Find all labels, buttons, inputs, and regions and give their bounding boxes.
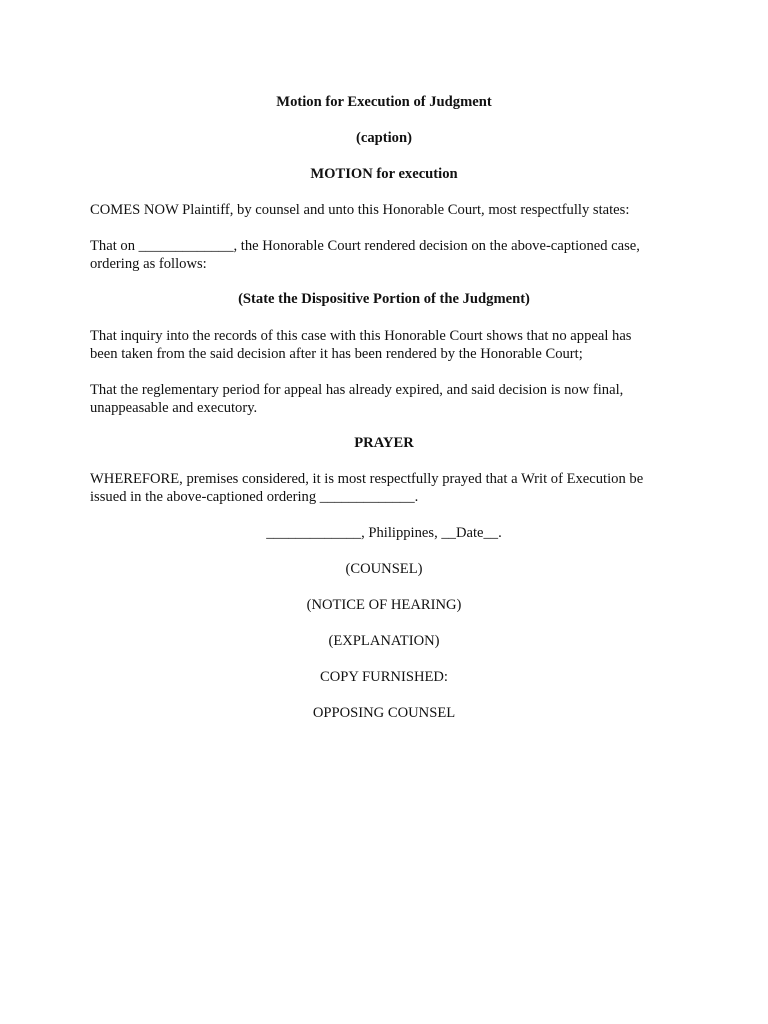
- prayer-paragraph: [90, 470, 690, 506]
- period-expired-line-1: That the reglementary period for appeal has already expired, and said decision is now final,: [90, 382, 624, 398]
- no-appeal-paragraph: [90, 327, 690, 363]
- counsel-line: (COUNSEL): [345, 561, 423, 577]
- no-appeal-line-1: That inquiry into the records of this case with this Honorable Court shows that no appeal has: [90, 328, 632, 344]
- intro-paragraph: COMES NOW Plaintiff, by counsel and unto this Honorable Court, most respectfully states:: [90, 202, 630, 218]
- copy-furnished-line: COPY FURNISHED:: [320, 669, 448, 685]
- decision-paragraph: [90, 237, 690, 273]
- motion-heading: MOTION for execution: [310, 166, 458, 182]
- prayer-line-1: WHEREFORE, premises considered, it is most respectfully prayed that a Writ of Execution be: [90, 471, 644, 487]
- document-title: Motion for Execution of Judgment: [276, 94, 492, 110]
- explanation-line: (EXPLANATION): [328, 633, 440, 649]
- notice-of-hearing-line: (NOTICE OF HEARING): [306, 597, 462, 613]
- prayer-heading: PRAYER: [354, 435, 414, 451]
- decision-paragraph-line-1: That on _____________, the Honorable Court rendered decision on the above-captioned case,: [90, 238, 640, 254]
- prayer-line-2: issued in the above-captioned ordering _____________.: [90, 489, 419, 505]
- no-appeal-line-2: been taken from the said decision after it has been rendered by the Honorable Court;: [90, 346, 583, 362]
- dispositive-portion-heading: (State the Dispositive Portion of the Judgment): [238, 291, 530, 307]
- place-date-line: _____________, Philippines, __Date__.: [266, 525, 502, 541]
- period-expired-paragraph: [90, 381, 690, 417]
- period-expired-line-2: unappeasable and executory.: [90, 400, 258, 416]
- caption-placeholder: (caption): [356, 130, 412, 146]
- decision-paragraph-line-2: ordering as follows:: [90, 256, 207, 272]
- opposing-counsel-line: OPPOSING COUNSEL: [312, 705, 456, 721]
